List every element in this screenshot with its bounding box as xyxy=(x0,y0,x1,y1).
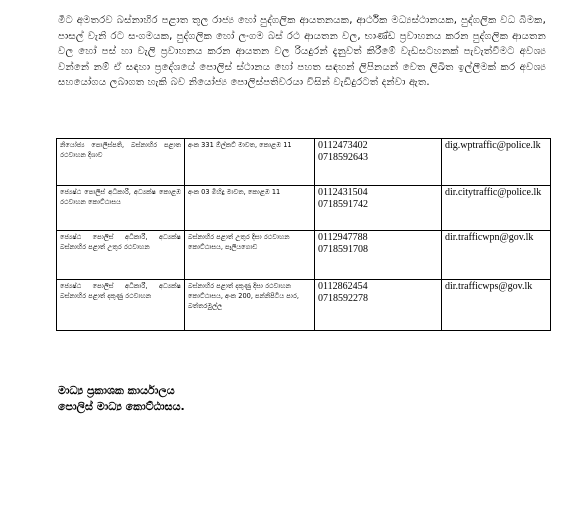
email-cell xyxy=(442,139,551,186)
phone-cell xyxy=(315,139,442,186)
phone-mobile: 0718592278 xyxy=(318,293,368,304)
email-cell xyxy=(442,186,551,231)
phone-landline: 0112431504 xyxy=(318,187,368,198)
phone-mobile: 0718592643 xyxy=(318,152,368,163)
phone-mobile: 0718591708 xyxy=(318,244,368,255)
table-row xyxy=(57,280,551,331)
address-cell: අංක 331 ඕල්කට් මාවත, කොළඹ 11 xyxy=(185,139,315,186)
email-address: dir.citytraffic@police.lk xyxy=(445,187,542,198)
address-cell: අංක 03 මිහිදු මාවත, කොළඹ 11 xyxy=(185,186,315,231)
division-name: පොලිස් මාධ්‍ය කොට්ඨාසය. xyxy=(58,400,185,413)
office-cell: ජ්‍යෙෂ්ඨ පොලිස් අධිකාරී, අධ්‍යක්ෂ බස්නාහිර පළාත් උතුර රථවාහන xyxy=(57,231,185,280)
address-cell: බස්නාහිර පළාත් උතුර දිසා රථවාහන කොට්ඨාසය, පෑලියගොඩ xyxy=(185,231,315,280)
table-row xyxy=(57,186,551,231)
office-cell: ජ්‍යෙෂ්ඨ පොලිස් අධිකාරී, අධ්‍යක්ෂ බස්නාහිර පළාත් දකුණු රථවාහන xyxy=(57,280,185,331)
email-address: dig.wptraffic@police.lk xyxy=(445,140,541,151)
body-paragraph: මීට අමතරව බස්නාහිර පළාත තුල රාජ්‍ය හෝ පුද්ගලික ආයතනයක, ආර්ථික මධ්‍යස්ථානයක, පුද්ගලික වධ බිමක, පාසල් වැනි රට සංගමයක, පුද්ගලික හෝ ලංගම බස් රථ ආයතන වල, භාණ්ඩ ප්‍රවාහනය කරන පුද්ගලික ආයතන වල හෝ පස් හා වැලි ප්‍රවාහනය කරන ආයතන වල රියදුරන් දැනුවත් කිරීමේ වැඩසටහනක් පැවැත්වීමට අවශ්‍ය වන්නේ නම් ඒ සඳහා ප්‍රදේශයේ පොලිස් ස්ථානය හෝ පහත සඳහන් ලිපිනයන් වෙත ලිඛිත ඉල්ලීමක් කර අවශ්‍ය සහයෝගය ලබාගත හැකි බව නියෝජ්‍ය පොලිස්පතිවරයා විසින් වැඩිදුරටත් දන්වා ඇත. xyxy=(58,15,546,89)
email-cell xyxy=(442,280,551,331)
email-address: dir.trafficwps@gov.lk xyxy=(445,281,533,292)
phone-mobile: 0718591742 xyxy=(318,199,368,210)
email-address: dir.trafficwpn@gov.lk xyxy=(445,232,534,243)
table-row xyxy=(57,139,551,186)
office-cell: ජ්‍යෙෂ්ඨ පොලිස් අධිකාරී, අධ්‍යක්ෂ කොළඹ රථවාහන කොට්ඨාසය xyxy=(57,186,185,231)
office-name: මාධ්‍ය ප්‍රකාශක කාර්යාලය xyxy=(58,384,175,397)
phone-cell xyxy=(315,231,442,280)
phone-cell xyxy=(315,186,442,231)
phone-landline: 0112947788 xyxy=(318,232,368,243)
table-row xyxy=(57,231,551,280)
phone-cell xyxy=(315,280,442,331)
phone-landline: 0112862454 xyxy=(318,281,368,292)
phone-landline: 0112473402 xyxy=(318,140,368,151)
contacts-table xyxy=(56,138,551,331)
email-cell xyxy=(442,231,551,280)
address-cell: බස්නාහිර පළාත් දකුණු දිසා රථවාහන කොට්ඨාසය, අංක 200, පන්නිපිටිය පාර, බත්තරමුල්ල xyxy=(185,280,315,331)
office-cell: නියෝජ්‍ය පොලිස්පති, බස්නාහිර පළාත රථවාහන දිශාව xyxy=(57,139,185,186)
signature-block xyxy=(58,383,185,415)
